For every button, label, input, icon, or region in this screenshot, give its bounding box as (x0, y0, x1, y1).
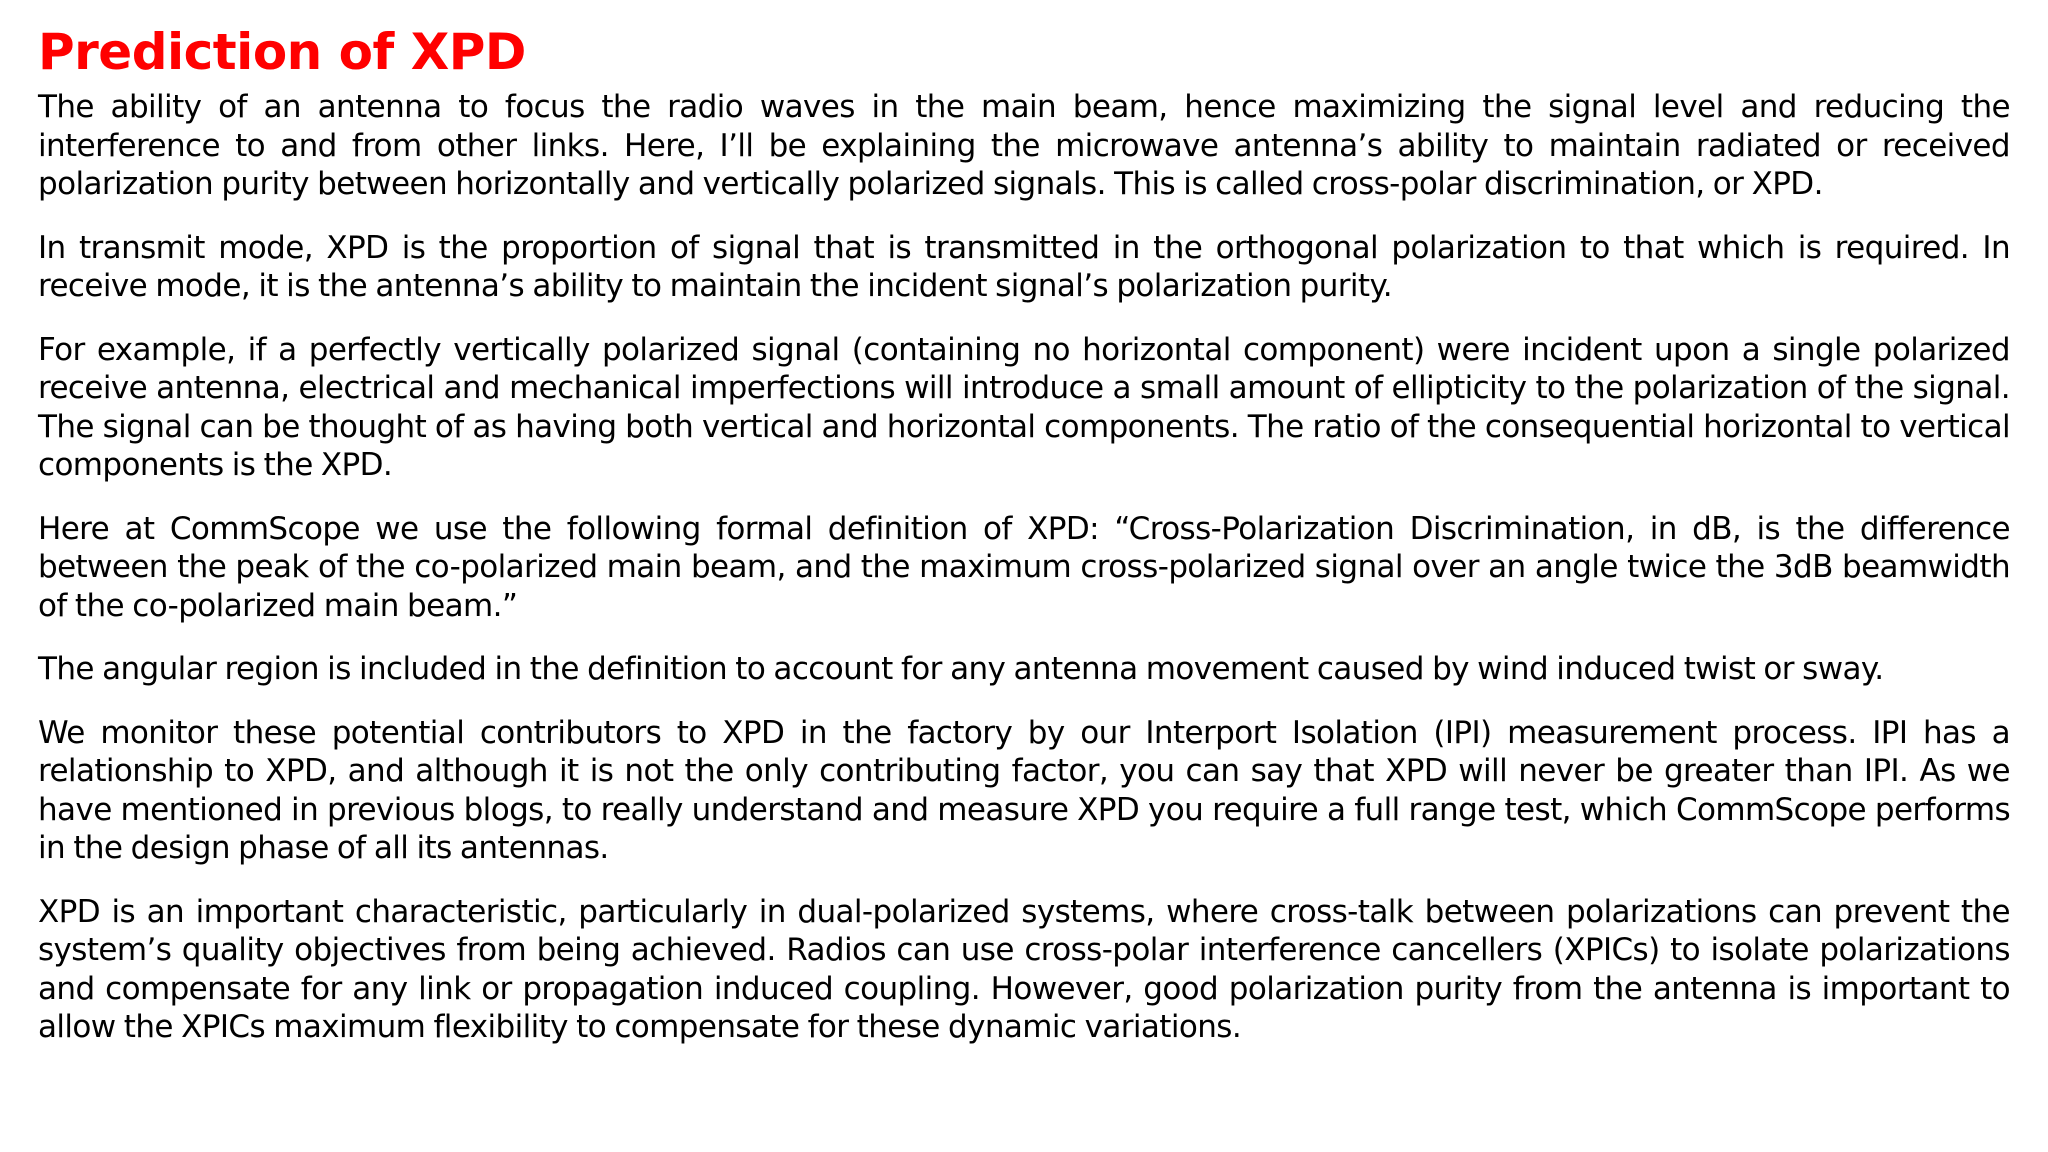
paragraph-transmit-mode: In transmit mode, XPD is the proportion of signal that is transmitted in the orthogonal polarization to that which is required. In receive mode, it is the antenna’s ability to maintain the incident signal’s polarization purity. (38, 229, 2010, 304)
paragraph-ipi: We monitor these potential contributors to XPD in the factory by our Interport Isolation (IPI) measurement process. IPI has a relationship to XPD, and although it is not the only contributing factor, you can say that XPD will never be greater than IPI. As we have mentioned in previous blogs, to really understand and measure XPD you require a full range test, which CommScope performs in the design phase of all its antennas. (38, 714, 2010, 866)
paragraph-intro: The ability of an antenna to focus the radio waves in the main beam, hence maximizing the signal level and reducing the interference to and from other links. Here, I’ll be explaining the microwave antenna’s ability to maintain radiated or received polarization purity between horizontally and vertically polarized signals. This is called cross-polar discrimination, or XPD. (38, 89, 2010, 202)
paragraph-importance: XPD is an important characteristic, particularly in dual-polarized systems, where cross-talk between polarizations can prevent the system’s quality objectives from being achieved. Radios can use cross-polar interference cancellers (XPICs) to isolate polarizations and compensate for any link or propagation induced coupling. However, good polarization purity from the antenna is important to allow the XPICs maximum flexibility to compensate for these dynamic variations. (38, 893, 2010, 1045)
paragraph-angular-region: The angular region is included in the definition to account for any antenna movement caused by wind induced twist or sway. (38, 651, 1884, 687)
page-title: Prediction of XPD (38, 23, 526, 81)
paragraph-example: For example, if a perfectly vertically polarized signal (containing no horizontal component) were incident upon a single polarized receive antenna, electrical and mechanical imperfections will introduce a small amount of ellipticity to the polarization of the signal. The signal can be thought of as having both vertical and horizontal components. The ratio of the consequential horizontal to vertical components is the XPD. (38, 331, 2010, 483)
paragraph-definition: Here at CommScope we use the following formal definition of XPD: “Cross-Polarization Discrimination, in dB, is the difference between the peak of the co-polarized main beam, and the maximum cross-polarized signal over an angle twice the 3dB beamwidth of the co-polarized main beam.” (38, 510, 2010, 624)
body-text (38, 88, 2010, 1047)
slide (38, 18, 2010, 1072)
